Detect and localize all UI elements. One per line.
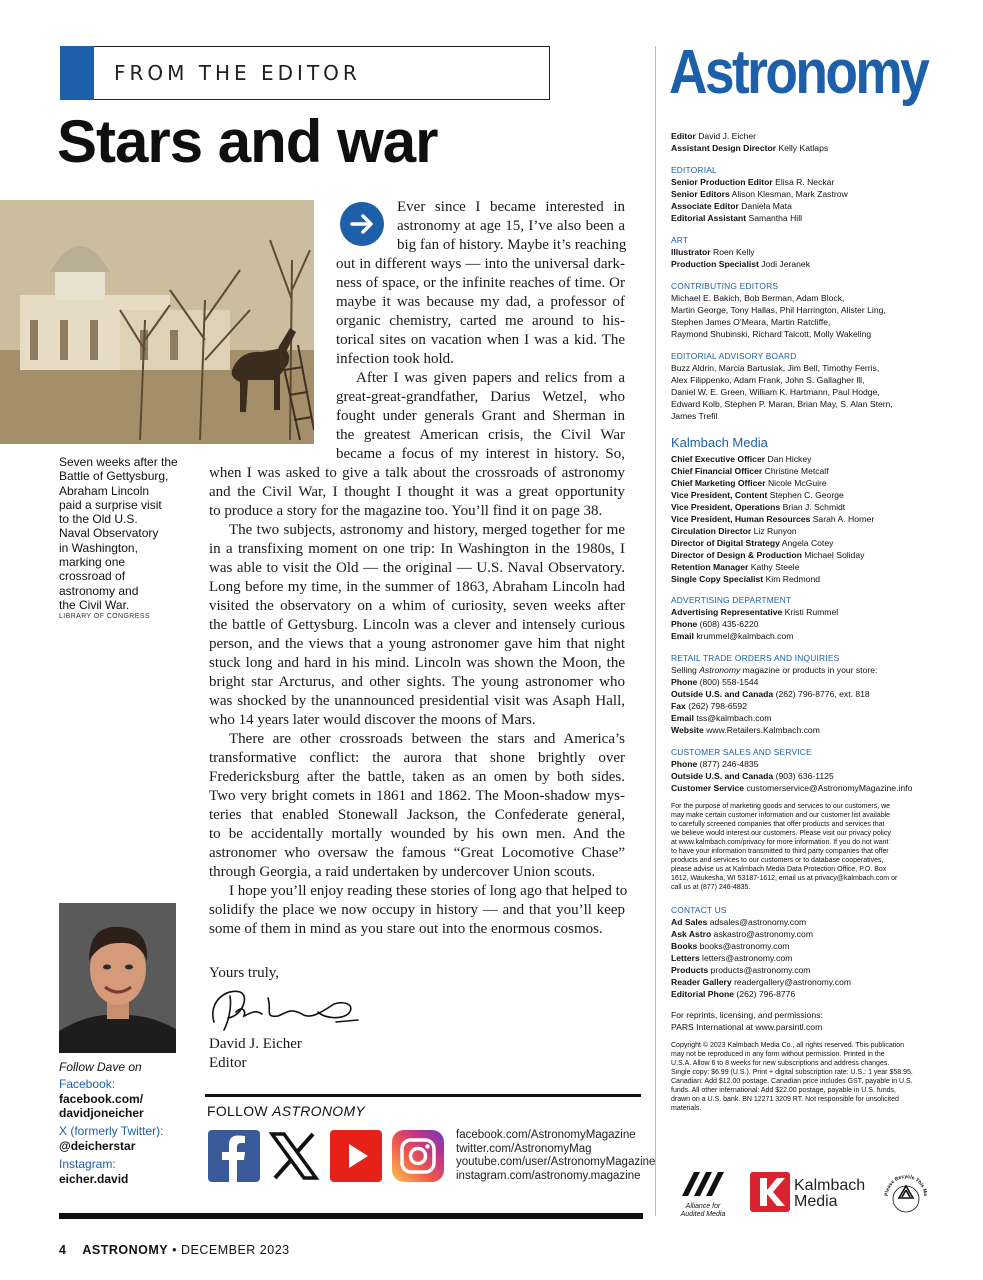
masthead-person: Kristi Rummel (784, 607, 839, 617)
masthead-person: Kathy Steele (750, 562, 800, 572)
article-line: Two very bright comets in 1861 and 1862. The Moon-shadow mys- (209, 788, 625, 804)
masthead-entry (671, 453, 811, 465)
article-title: Stars and war (57, 108, 438, 175)
caption-line: paid a surprise visit (59, 497, 162, 512)
masthead-entry (671, 246, 755, 258)
article-line: organic chemistry, carted me around to his- (336, 313, 625, 329)
caption-line: marking one (59, 555, 126, 570)
masthead-role: Director of Design & Production (671, 550, 802, 560)
follow-prefix: FOLLOW (207, 1103, 268, 1119)
masthead-person: Daniela Mata (741, 201, 792, 211)
masthead-role: Senior Editors (671, 189, 730, 199)
masthead-person: Dan Hickey (767, 454, 812, 464)
x-label: X (formerly Twitter): (59, 1124, 164, 1138)
masthead-person: Michael Soliday (804, 550, 865, 560)
masthead-role: Vice President, Human Resources (671, 514, 811, 524)
follow-dave-label: Follow Dave on (59, 1060, 142, 1074)
masthead-person: David J. Eicher (698, 131, 757, 141)
privacy-line: 1612, Waukesha, WI 53187-1612, email us at privacy@kalmbach.com or (671, 875, 898, 882)
masthead-role: Retention Manager (671, 562, 749, 572)
instagram-label: Instagram: (59, 1157, 116, 1171)
privacy-line: may make certain customer information and our customer list available (671, 812, 891, 819)
masthead-person: (262) 796-8776 (736, 989, 796, 999)
caption-line: Abraham Lincoln (59, 483, 150, 498)
article-line: Fredericksburg after the battle, taken as an omen by both sides. (209, 769, 625, 785)
masthead-entry (671, 258, 810, 270)
x-icon[interactable] (268, 1130, 320, 1182)
caption-line: crossroad of (59, 569, 126, 584)
caption-line: to the Old U.S. (59, 512, 138, 527)
masthead-person: (608) 435-6220 (699, 619, 759, 629)
contact-heading: CONTACT US (671, 905, 727, 915)
article-line: in a transfixing moment on one trip: In Washington in the 1980s, I (209, 541, 625, 557)
masthead-person: products@astronomy.com (710, 965, 811, 975)
masthead-person: Jodi Jeranek (761, 259, 810, 269)
copyright-line: drawn on a U.S. bank. BN 12271 3209 RT. Not responsible for unsolicited (671, 1096, 899, 1103)
masthead-person: tss@kalmbach.com (696, 713, 772, 723)
article-line: great-great-grandfather, Darius Wetzel, who (336, 389, 625, 405)
follow-name: ASTRONOMY (272, 1103, 366, 1119)
article-line: There are other crossroads between the stars and America’s (229, 731, 625, 747)
masthead-entry (671, 212, 802, 224)
masthead-person: (877) 246-4835 (699, 759, 759, 769)
masthead-entry (671, 200, 792, 212)
facebook-handle[interactable]: facebook.com/ (59, 1092, 144, 1106)
masthead-entry (671, 537, 833, 549)
footer-issue: DECEMBER 2023 (180, 1243, 290, 1257)
advisory-line: Buzz Aldrin, Marcia Bartusiak, Jim Bell, Timothy Ferris, (671, 363, 880, 373)
aam-line: Audited Media (680, 1211, 726, 1218)
masthead-entry (671, 549, 864, 561)
copyright-line: Single copy: $6.99 (U.S.). Print + digital subscription rate: U.S.: 1 year $58.95. (671, 1069, 913, 1076)
retail-intro-b: Astronomy (699, 665, 741, 675)
photo-credit: LIBRARY OF CONGRESS (59, 613, 150, 620)
footer-separator: • (172, 1243, 177, 1257)
masthead-role: Email (671, 631, 694, 641)
article-line: who 14 years later would discover the moons of Mars. (209, 712, 536, 728)
astronomy-logo: Astronomy (669, 38, 928, 107)
masthead-role: Reader Gallery (671, 977, 732, 987)
masthead-role: Chief Executive Officer (671, 454, 766, 464)
masthead-entry (671, 758, 758, 770)
masthead-person: Brian J. Schmidt (782, 502, 846, 512)
masthead-role: Production Specialist (671, 259, 759, 269)
masthead-person: Sarah A. Horner (812, 514, 875, 524)
masthead-role: Products (671, 965, 709, 975)
masthead-person: Samantha Hill (748, 213, 803, 223)
article-line: big fan of history. Maybe it’s reaching (397, 237, 627, 253)
masthead-entry (671, 770, 834, 782)
privacy-line: we believe would interest our customers. Please visit our privacy policy (671, 830, 891, 837)
masthead-entry (671, 573, 820, 585)
masthead-role: Vice President, Operations (671, 502, 781, 512)
masthead-role: Books (671, 941, 698, 951)
link-instagram[interactable]: instagram.com/astronomy.magazine (456, 1169, 641, 1182)
masthead-role: Assistant Design Director (671, 143, 777, 153)
article-line: teries that enabled Stonewall Jackson, the Confederate general, (209, 807, 625, 823)
article-line: infection took hold. (336, 351, 454, 367)
art-heading: ART (671, 235, 689, 245)
masthead-role: Associate Editor (671, 201, 739, 211)
advisory-line: Daniel W. E. Green, William K. Hartmann, Paul Hodge, (671, 387, 880, 397)
masthead-entry (671, 928, 813, 940)
masthead-entry (671, 964, 810, 976)
facebook-handle-cont[interactable]: davidjoneicher (59, 1106, 144, 1120)
facebook-label: Facebook: (59, 1077, 116, 1091)
link-twitter[interactable]: twitter.com/AstronomyMag (456, 1142, 592, 1155)
masthead-person: Kim Redmond (765, 574, 821, 584)
masthead-role: Phone (671, 677, 698, 687)
masthead-entry (671, 501, 845, 513)
article-line: maybe it was because my dad, a professor of (336, 294, 625, 310)
masthead-role: Phone (671, 619, 698, 629)
article-line: transformative conflict: the aurora that shone brightly over (209, 750, 625, 766)
masthead-entry (671, 489, 844, 501)
masthead-person: Christine Metcalf (764, 466, 829, 476)
masthead-person: Alison Klesman, Mark Zastrow (731, 189, 848, 199)
recycle-icon (882, 1170, 930, 1218)
masthead-person: Liz Runyon (753, 526, 797, 536)
caption-line: Naval Observatory (59, 526, 159, 541)
advisory-line: Edward Kolb, Stephen P. Maran, Brian May, S. Alan Stern, (671, 399, 893, 409)
bottom-rule (59, 1213, 643, 1219)
article-line: was shocked by the unannounced presidential visit was Asaph Hall, (209, 693, 625, 709)
kalmbach-wordmark (794, 1178, 865, 1210)
author-photo (59, 903, 176, 1053)
section-header-box (94, 46, 550, 100)
contributing-line: Stephen James O’Meara, Martin Ratcliffe, (671, 317, 831, 327)
advisory-line: James Trefil (671, 411, 718, 421)
masthead-role: Illustrator (671, 247, 711, 257)
masthead-role: Letters (671, 953, 700, 963)
article-line: I hope you’ll enjoy reading these stories of long ago that helped to (229, 883, 628, 899)
copyright-line: U.S.A. Allow 6 to 8 weeks for new subscriptions and address changes. (671, 1060, 890, 1067)
reprints-line: PARS International at www.parsintl.com (671, 1022, 823, 1032)
masthead-person: books@astronomy.com (699, 941, 790, 951)
follow-rule (205, 1094, 641, 1097)
contributing-line: Michael E. Bakich, Bob Berman, Adam Block, (671, 293, 845, 303)
retail-heading: RETAIL TRADE ORDERS AND INQUIRIES (671, 653, 840, 663)
masthead-entry (671, 676, 758, 688)
facebook-icon[interactable] (208, 1130, 260, 1182)
retail-intro-c: magazine or products in your store: (742, 665, 878, 675)
privacy-line: please advise us at Kalmbach Media Data Protection Office, P.O. Box (671, 866, 887, 873)
observatory-photo (0, 200, 314, 444)
masthead-role: Phone (671, 759, 698, 769)
masthead-entry (671, 525, 797, 537)
article-line: solidify the place we now occupy in history — and that you’ll keep (209, 902, 625, 918)
observatory-illustration (0, 200, 314, 444)
caption-line: the Civil War. (59, 597, 130, 612)
masthead-role: Ad Sales (671, 917, 708, 927)
article-line: when I was asked to give a talk about the crossroads of astronomy (209, 465, 625, 481)
contributing-heading: CONTRIBUTING EDITORS (671, 281, 779, 291)
privacy-line: For the purpose of marketing goods and services to our customers, we (671, 803, 891, 810)
masthead-entry (671, 724, 820, 736)
masthead-entry (671, 952, 792, 964)
caption-line: Battle of Gettysburg, (59, 469, 169, 484)
column-divider (655, 46, 656, 1216)
social-links (456, 1129, 655, 1183)
article-line: visited the observatory on a whim of curiosity, seven weeks after (209, 598, 625, 614)
signoff-greeting: Yours truly, (209, 965, 280, 981)
editor-role: Editor (209, 1055, 247, 1071)
kalmbach-k-icon (750, 1172, 790, 1212)
article-line: Ever since I became interested in (397, 199, 625, 215)
article-line: bright star Arcturus, and other sights. The young astronomer who (209, 674, 625, 690)
privacy-line: at www.kalmbach.com/privacy for more information. If you do not want (671, 839, 889, 846)
masthead-role: Email (671, 713, 694, 723)
advertising-heading: ADVERTISING DEPARTMENT (671, 595, 792, 605)
masthead-role: Fax (671, 701, 686, 711)
masthead-person: Nicole McGuire (767, 478, 827, 488)
masthead-role: Senior Production Editor (671, 177, 773, 187)
advisory-line: Alex Filippenko, Adam Frank, John S. Gallagher lll, (671, 375, 865, 385)
privacy-line: call us at (877) 246-4835. (671, 884, 751, 891)
caption-line: in Washington, (59, 540, 138, 555)
masthead-entry (671, 700, 747, 712)
masthead-person: readergallery@astronomy.com (734, 977, 852, 987)
masthead-role: Customer Service (671, 783, 745, 793)
retail-intro (671, 664, 877, 676)
article-line: to produce a story for the magazine too. You’ll find it on page 38. (209, 503, 603, 519)
article-line: astronomy at age 15, I’ve also been a (397, 218, 625, 234)
masthead-person: Roen Kelly (713, 247, 755, 257)
aam-line: Alliance for (685, 1203, 721, 1210)
masthead-role: Outside U.S. and Canada (671, 771, 774, 781)
page-number: 4 (59, 1243, 67, 1257)
instagram-handle[interactable]: eicher.david (59, 1172, 129, 1186)
masthead-entry (671, 916, 806, 928)
article-line: the greatest American crisis, the Civil War (336, 427, 625, 443)
article-line: Long before my time, in the summer of 1863, Abraham Lincoln had (209, 579, 625, 595)
caption-line: Seven weeks after the (59, 455, 178, 469)
article-line: The two subjects, astronomy and history, merged together for me (229, 522, 625, 538)
masthead-person: krummel@kalmbach.com (696, 631, 794, 641)
header-accent-block (60, 46, 94, 100)
footer-magazine: ASTRONOMY (82, 1243, 169, 1257)
masthead-person: (262) 796-8776, ext. 818 (775, 689, 870, 699)
masthead-person: (262) 798-6592 (688, 701, 747, 711)
masthead-entry (671, 561, 799, 573)
masthead-entry (671, 782, 912, 794)
caption-line: astronomy and (59, 583, 139, 598)
article-line: stuck long and hard in his mind. Lincoln was shown the Moon, the (209, 655, 625, 671)
kalmbach-word: Kalmbach (794, 1177, 866, 1194)
article-line: was able to visit the Old — the original — U.S. Naval Observatory. (209, 560, 625, 576)
masthead-role: Outside U.S. and Canada (671, 689, 774, 699)
advisory-heading: EDITORIAL ADVISORY BOARD (671, 351, 797, 361)
privacy-line: to carefully screened companies that offer products and services that (671, 821, 885, 828)
copyright-line: Copyright © 2023 Kalmbach Media Co., all rights reserved. This publication (671, 1042, 905, 1049)
article-line: and the Civil War, I thought I thought it was a great opportunity (209, 484, 625, 500)
article-line: astronomer who oversaw the famous “Great Locomotive Chase” (209, 845, 625, 861)
article-line: After I was given papers and relics from a (356, 370, 625, 386)
youtube-icon[interactable] (330, 1130, 382, 1182)
article-line: some of them in mind as you stare out into the enormous cosmos. (209, 921, 603, 937)
masthead-entry (671, 513, 874, 525)
editor-name: David J. Eicher (209, 1036, 302, 1052)
photo-caption (59, 455, 181, 612)
masthead-entry (671, 712, 771, 724)
masthead-role: Advertising Representative (671, 607, 783, 617)
follow-astronomy-label (207, 1103, 365, 1119)
masthead-person: askastro@astronomy.com (713, 929, 813, 939)
masthead-role: Chief Marketing Officer (671, 478, 766, 488)
masthead-role: Ask Astro (671, 929, 712, 939)
x-handle[interactable]: @deicherstar (59, 1139, 136, 1153)
article-line: the battle of Gettysburg. Lincoln was a clever and intensely curious (209, 617, 625, 633)
masthead-person: Angela Cotey (781, 538, 834, 548)
masthead-entry (671, 477, 827, 489)
article-line: out in different ways — into the universal dark- (336, 256, 625, 272)
masthead-person: Stephen C. George (769, 490, 844, 500)
masthead-role: Editor (671, 131, 696, 141)
masthead-entry (671, 988, 795, 1000)
retail-intro-a: Selling (671, 665, 697, 675)
copyright-line: materials. (671, 1105, 702, 1112)
masthead-person: letters@astronomy.com (702, 953, 793, 963)
masthead-entry (671, 606, 838, 618)
masthead-person: adsales@astronomy.com (709, 917, 807, 927)
copyright-line: funds. All other international: Add $22.00 postage, payable in U.S. funds, (671, 1087, 896, 1094)
media-word: Media (794, 1193, 838, 1210)
copyright-line: may not be reproduced in any form without permission. Printed in the (671, 1051, 885, 1058)
masthead-entry (671, 188, 848, 200)
editorial-heading: EDITORIAL (671, 165, 717, 175)
masthead-role: Single Copy Specialist (671, 574, 764, 584)
article-line: person, and the views that a young astronomer gave him that night (209, 636, 625, 652)
page-footer (59, 1243, 290, 1257)
masthead-role: Director of Digital Strategy (671, 538, 780, 548)
masthead-person: (903) 636-1125 (775, 771, 834, 781)
masthead-role: Editorial Phone (671, 989, 735, 999)
link-facebook[interactable]: facebook.com/AstronomyMagazine (456, 1129, 636, 1141)
masthead-person: www.Retailers.Kalmbach.com (706, 725, 820, 735)
masthead-role: Circulation Director (671, 526, 752, 536)
article-line: became a focus of my interest in history. So, (336, 446, 625, 462)
reprints-line: For reprints, licensing, and permissions: (671, 1010, 823, 1020)
section-label: FROM THE EDITOR (114, 61, 361, 85)
masthead-entry (671, 618, 758, 630)
instagram-icon[interactable] (392, 1130, 444, 1182)
masthead-entry (671, 176, 834, 188)
masthead-person: customerservice@AstronomyMagazine.info (746, 783, 913, 793)
masthead-role: Editorial Assistant (671, 213, 747, 223)
contributing-line: Martin George, Tony Hallas, Phil Harrington, Alister Ling, (671, 305, 886, 315)
article-line: through Georgia, a raid undertaken by undercover Union scouts. (209, 864, 596, 880)
signature-graphic (206, 982, 366, 1039)
contributing-line: Raymond Shubinski, Richard Talcott, Molly Wakeling (671, 329, 872, 339)
masthead-entry (671, 976, 851, 988)
privacy-line: products and services to our customers or to database cooperatives, (671, 857, 884, 864)
copyright-line: Canadian: Add $12.00 postage. Canadian price includes GST, payable in U.S. (671, 1078, 913, 1085)
link-youtube[interactable]: youtube.com/user/AstronomyMagazine (456, 1156, 656, 1168)
kalmbach-heading: Kalmbach Media (671, 435, 768, 450)
article-line: fought under generals Grant and Sherman in (336, 408, 625, 424)
masthead-person: Kelly Katlaps (778, 143, 829, 153)
masthead-role: Vice President, Content (671, 490, 768, 500)
masthead-entry (671, 130, 756, 142)
arrow-right-icon (340, 202, 384, 246)
privacy-line: to have your information transmitted to third party companies that offer (671, 848, 889, 855)
masthead-person: (800) 558-1544 (699, 677, 759, 687)
masthead-person: Elisa R. Neckar (775, 177, 835, 187)
masthead-entry (671, 142, 828, 154)
masthead-role: Chief Financial Officer (671, 466, 763, 476)
masthead-role: Website (671, 725, 704, 735)
recycle-text: Please Recycle This Ma (883, 1173, 929, 1197)
article-line: torical sites on vacation when I was a kid. The (336, 332, 625, 348)
masthead-entry (671, 630, 793, 642)
customer-service-heading: CUSTOMER SALES AND SERVICE (671, 747, 812, 757)
masthead-entry (671, 465, 829, 477)
article-line: ness of space, or the infinite reaches of time. Or (336, 275, 625, 291)
article-line: to be accidentally mortally wounded by his own men. And the (209, 826, 625, 842)
masthead-entry (671, 940, 789, 952)
aam-logo (676, 1170, 730, 1218)
masthead-entry (671, 688, 870, 700)
